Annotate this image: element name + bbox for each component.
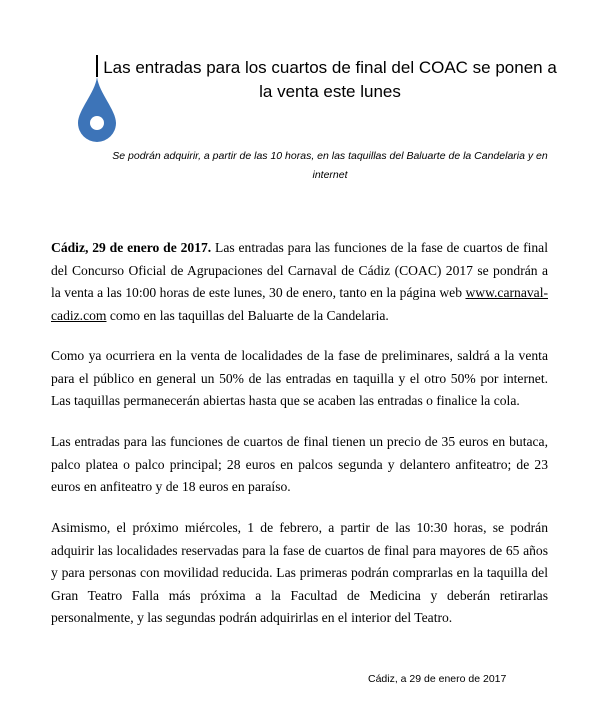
paragraph-1 bbox=[51, 237, 548, 327]
paragraph-4: Asimismo, el próximo miércoles, 1 de febrero, a partir de las 10:30 horas, se podrán adquirir las localidades reservadas para la fase de cuartos de final para mayores de 65 años y para personas con movilidad reducida. Las primeras podrán comprarlas en la taquilla del Gran Teatro Falla más próxima a la Facultad de Medicina y deberán retirarlas personalmente, y las segundas podrán adquirirlas en el interior del Teatro. bbox=[51, 520, 548, 625]
signoff-date: Cádiz, a 29 de enero de 2017 bbox=[368, 673, 507, 685]
page-title: Las entradas para los cuartos de final del COAC se ponen a la venta este lunes bbox=[103, 58, 557, 101]
paragraph-3: Las entradas para las funciones de cuartos de final tienen un precio de 35 euros en butaca, palco platea o palco principal; 28 euros en palcos segunda y delantero anfiteatro; de 23 euros en anfiteatro y de 18 euros en paraíso. bbox=[51, 434, 548, 494]
dateline: Cádiz, 29 de enero de 2017. bbox=[51, 240, 212, 255]
website-link[interactable]: www.carnaval-cadiz.com bbox=[51, 285, 548, 323]
paragraph-2: Como ya ocurriera en la venta de localidades de la fase de preliminares, saldrá a la venta para el público en general un 50% de las entradas en taquilla y el otro 50% por internet. Las taquillas permanecerán abiertas hasta que se acaben las entradas o finalice la cola. bbox=[51, 348, 548, 408]
subtitle: Se podrán adquirir, a partir de las 10 horas, en las taquillas del Baluarte de la Candelaria y en internet bbox=[112, 150, 548, 181]
paragraph-1-text-a: Las entradas para las funciones de la fase de cuartos de final del Concurso Oficial de Agrupaciones del Carnaval de Cádiz (COAC) 2017 se pondrán a la venta a las 10:00 horas de este lunes, 30 de enero, tanto en la página web bbox=[51, 240, 548, 300]
paragraph-1-text-b: como en las taquillas del Baluarte de la Candelaria. bbox=[106, 307, 389, 323]
